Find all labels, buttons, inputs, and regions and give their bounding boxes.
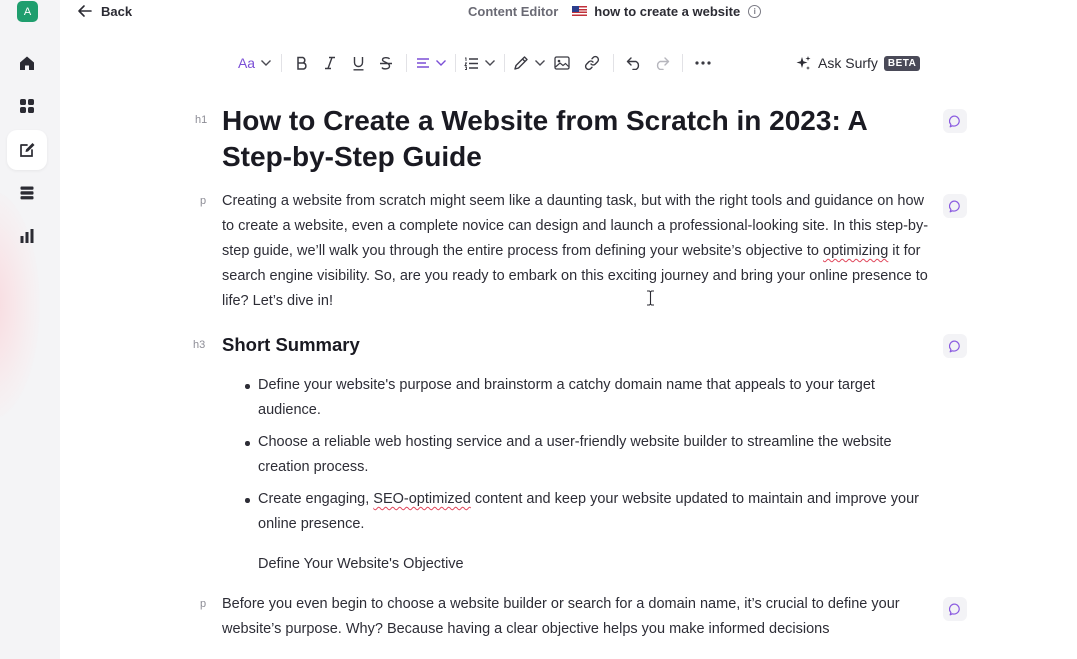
- sidebar-item-home[interactable]: [7, 43, 47, 83]
- ask-surfy-button[interactable]: [795, 53, 920, 73]
- sidebar: [0, 0, 60, 659]
- comment-button[interactable]: [943, 109, 967, 133]
- avatar[interactable]: A: [17, 1, 38, 22]
- comment-button[interactable]: [943, 597, 967, 621]
- summary-list: [258, 373, 938, 544]
- pen-icon: [513, 55, 529, 71]
- italic-button[interactable]: [316, 50, 344, 76]
- back-button[interactable]: [77, 2, 132, 20]
- beta-badge: BETA: [884, 56, 920, 71]
- underline-icon: [352, 56, 365, 71]
- list-item-text: Create engaging,: [258, 491, 374, 507]
- font-style-label: Aa: [237, 55, 256, 71]
- block-tag-p: p: [200, 195, 207, 207]
- comment-icon: [949, 603, 962, 616]
- toolbar-divider: [504, 54, 505, 72]
- section-subheading[interactable]: Define Your Website's Objective: [258, 556, 464, 572]
- edit-icon: [18, 141, 36, 159]
- redo-icon: [654, 57, 670, 70]
- more-horizontal-icon: [695, 61, 711, 65]
- more-options-button[interactable]: [689, 50, 717, 76]
- toolbar-divider: [682, 54, 683, 72]
- misspelled-word[interactable]: optimizing: [823, 243, 889, 259]
- numbered-list-icon: [464, 57, 479, 70]
- intro-text: it for search engine visibility. So, are you ready to embark on this exciting journey and bring your online presence to life? Let’s dive in!: [222, 243, 928, 309]
- comment-button[interactable]: [943, 334, 967, 358]
- toolbar-divider: [281, 54, 282, 72]
- italic-icon: [324, 56, 336, 70]
- list-item[interactable]: Define your website's purpose and brainstorm a catchy domain name that appeals to your target audience.: [258, 373, 938, 423]
- list-item-text: content and keep your website updated to maintain and improve your online presence.: [258, 491, 919, 532]
- block-tag-p: p: [200, 598, 207, 610]
- comment-icon: [949, 340, 962, 353]
- font-style-dropdown[interactable]: [235, 50, 275, 76]
- toolbar-divider: [406, 54, 407, 72]
- sidebar-item-apps[interactable]: [7, 86, 47, 126]
- link-icon: [584, 55, 600, 71]
- article-title[interactable]: How to Create a Website from Scratch in 2023: A Step-by-Step Guide: [222, 105, 867, 172]
- sidebar-item-content-editor[interactable]: [7, 130, 47, 170]
- misspelled-word[interactable]: SEO-optimized: [373, 491, 471, 507]
- strikethrough-icon: [379, 56, 393, 71]
- list-item[interactable]: [258, 487, 938, 537]
- sparkle-icon: [795, 55, 812, 72]
- strikethrough-button[interactable]: [372, 50, 400, 76]
- editor-toolbar: [235, 50, 717, 76]
- intro-text: Creating a website from scratch might seem like a daunting task, but with the right tools and guidance on how to create a website, even a complete novice can design and launch a professional-looking site. In this step-by-step guide, we’ll walk you through the entire process from defining your website’s objective to: [222, 193, 929, 259]
- breadcrumb-content-editor[interactable]: Content Editor: [468, 3, 559, 19]
- undo-button[interactable]: [620, 50, 648, 76]
- block-tag-h1: h1: [195, 114, 208, 126]
- summary-heading[interactable]: Short Summary: [222, 334, 360, 355]
- home-icon: [18, 54, 36, 72]
- document-title: how to create a website: [594, 3, 741, 19]
- block-tag-h3: h3: [193, 339, 206, 351]
- back-label: Back: [101, 3, 133, 19]
- comment-icon: [949, 200, 962, 213]
- intro-paragraph[interactable]: [222, 189, 932, 314]
- chevron-down-icon: [534, 59, 546, 67]
- undo-icon: [626, 57, 642, 70]
- breadcrumb: [468, 2, 761, 20]
- toolbar-divider: [455, 54, 456, 72]
- underline-button[interactable]: [344, 50, 372, 76]
- list-dropdown[interactable]: [462, 50, 498, 76]
- list-item[interactable]: Choose a reliable web hosting service and a user-friendly website builder to streamline the website creation process.: [258, 430, 938, 480]
- grid-icon: [18, 97, 36, 115]
- bold-button[interactable]: [288, 50, 316, 76]
- insert-image-button[interactable]: [547, 50, 577, 76]
- sidebar-item-analytics[interactable]: [7, 216, 47, 256]
- info-icon[interactable]: i: [748, 5, 761, 18]
- text-cursor-icon: [646, 290, 655, 306]
- us-flag-icon: [572, 6, 587, 16]
- sidebar-item-database[interactable]: [7, 173, 47, 213]
- highlight-dropdown[interactable]: [511, 50, 547, 76]
- align-left-icon: [416, 58, 430, 68]
- bold-icon: [296, 56, 308, 70]
- insert-link-button[interactable]: [577, 50, 607, 76]
- body-paragraph[interactable]: Before you even begin to choose a website builder or search for a domain name, it’s crucial to define your website’s purpose. Why? Because having a clear objective helps you make informed decisions: [222, 596, 900, 637]
- ask-surfy-label: Ask Surfy: [818, 55, 878, 71]
- chevron-down-icon: [260, 59, 272, 67]
- bar-chart-icon: [18, 227, 36, 245]
- toolbar-divider: [613, 54, 614, 72]
- redo-button[interactable]: [648, 50, 676, 76]
- arrow-left-icon: [77, 4, 92, 18]
- align-dropdown[interactable]: [413, 50, 449, 76]
- comment-button[interactable]: [943, 194, 967, 218]
- chevron-down-icon: [484, 59, 496, 67]
- stack-icon: [18, 184, 36, 202]
- image-icon: [554, 56, 570, 70]
- comment-icon: [949, 115, 962, 128]
- chevron-down-icon: [435, 59, 447, 67]
